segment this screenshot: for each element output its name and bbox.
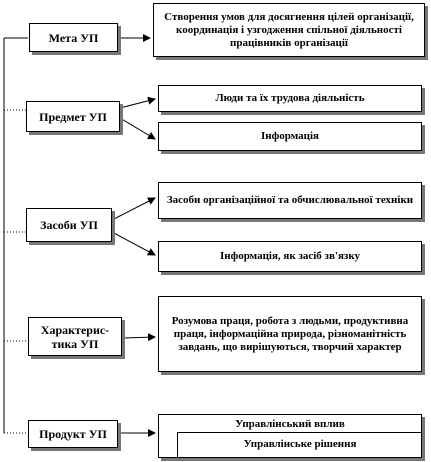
box-subject xyxy=(26,101,120,132)
goal-desc-label: Створення умов для досягнення цілей організації, координація і узгодження спільної діяльності працівників організації xyxy=(164,10,414,49)
arrow-character xyxy=(122,337,155,338)
box-means-info xyxy=(158,241,422,272)
decision-label: Управлінське рішення xyxy=(243,438,357,450)
means-info-label: Інформація, як засіб зв'язку xyxy=(219,250,361,262)
box-means xyxy=(26,208,112,242)
box-means-tech xyxy=(158,182,422,219)
character-desc-label: Розумова праця, робота з людьми, продуктивна праця, інформаційна природа, різноманітність завдань, що вирішуються, творчий характер xyxy=(171,314,409,353)
box-character xyxy=(28,317,122,356)
arrow-subject-info xyxy=(120,118,155,139)
arrow-subject-people xyxy=(120,99,155,108)
box-subject-info xyxy=(158,122,422,151)
product-impact-label: Управлінський вплив xyxy=(235,418,345,430)
box-product-label: Продукт УП xyxy=(39,427,107,441)
box-goal-desc xyxy=(153,3,425,57)
box-goal-label: Мета УП xyxy=(48,30,99,45)
box-product xyxy=(28,420,118,448)
box-goal xyxy=(29,23,118,52)
box-character-desc xyxy=(158,296,422,372)
box-subject-label: Предмет УП xyxy=(39,109,107,124)
means-tech-label: Засоби організаційної та обчислювальної техніки xyxy=(166,194,414,206)
arrow-means-tech xyxy=(112,198,155,220)
box-product-impact xyxy=(158,414,422,458)
subject-info-label: Інформація xyxy=(261,130,319,142)
arrow-means-info xyxy=(112,232,155,255)
box-subject-people xyxy=(158,85,422,112)
box-decision xyxy=(177,432,422,457)
box-means-label: Засоби УП xyxy=(40,218,98,232)
subject-people-label: Люди та їх трудова діяльність xyxy=(215,92,365,104)
box-character-label: Характерис- тика УП xyxy=(40,322,110,351)
